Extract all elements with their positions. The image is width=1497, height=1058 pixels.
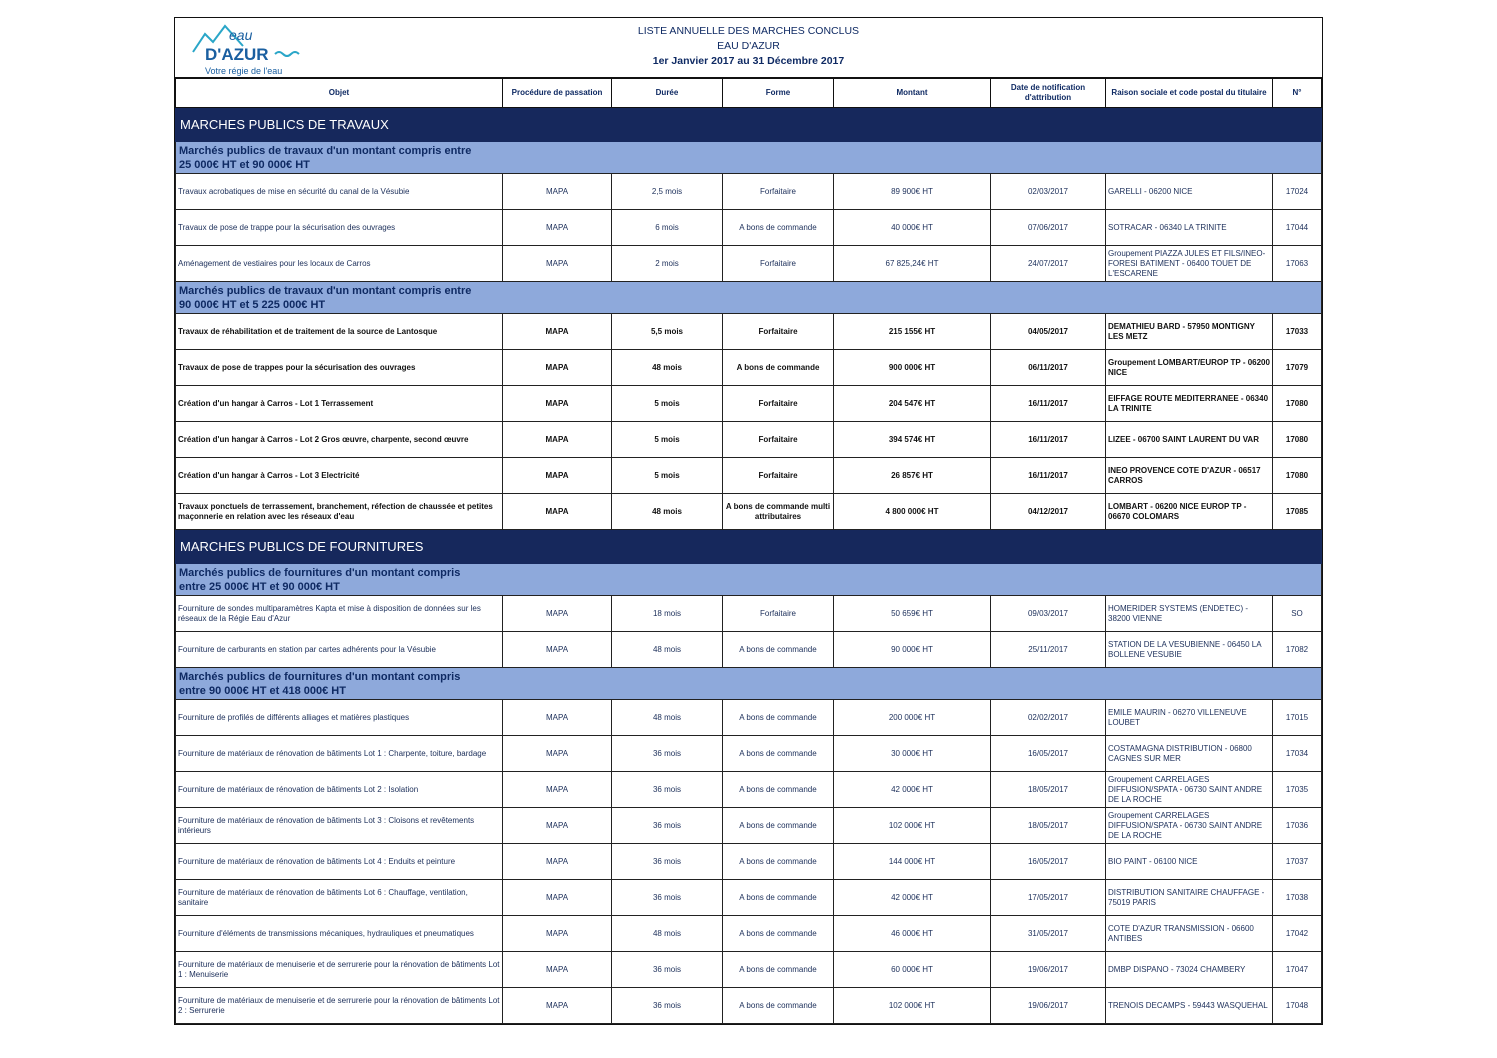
cell-montant: 67 825,24€ HT	[834, 246, 991, 282]
cell-montant: 394 574€ HT	[834, 422, 991, 458]
cell-procedure: MAPA	[503, 700, 612, 736]
table-row	[176, 988, 1322, 1024]
subsection-title-line-1: Marchés publics de fournitures d'un montant compris	[179, 566, 461, 579]
cell-duree: 2,5 mois	[612, 174, 723, 210]
cell-forme: A bons de commande	[723, 844, 834, 880]
cell-montant: 215 155€ HT	[834, 314, 991, 350]
cell-montant: 102 000€ HT	[834, 808, 991, 844]
document-sheet	[174, 17, 1323, 1025]
cell-titulaire: SOTRACAR - 06340 LA TRINITE	[1106, 210, 1273, 246]
cell-numero: 17044	[1273, 210, 1322, 246]
cell-forme: A bons de commande	[723, 632, 834, 668]
section-title: MARCHES PUBLICS DE FOURNITURES	[176, 530, 1322, 564]
cell-numero: 17047	[1273, 952, 1322, 988]
cell-duree: 5 mois	[612, 458, 723, 494]
cell-numero: 17080	[1273, 386, 1322, 422]
cell-forme: A bons de commande	[723, 772, 834, 808]
col-header-titulaire: Raison sociale et code postal du titulaire	[1106, 79, 1273, 108]
cell-numero: 17037	[1273, 844, 1322, 880]
cell-montant: 90 000€ HT	[834, 632, 991, 668]
cell-titulaire: EMILE MAURIN - 06270 VILLENEUVE LOUBET	[1106, 700, 1273, 736]
table-row	[176, 632, 1322, 668]
table-row	[176, 350, 1322, 386]
cell-objet: Fourniture de profilés de différents alliages et matières plastiques	[176, 700, 503, 736]
cell-objet: Travaux de réhabilitation et de traitement de la source de Lantosque	[176, 314, 503, 350]
col-header-duree: Durée	[612, 79, 723, 108]
cell-duree: 48 mois	[612, 632, 723, 668]
cell-forme: Forfaitaire	[723, 458, 834, 494]
subsection-title	[176, 142, 1322, 174]
cell-date: 02/03/2017	[991, 174, 1106, 210]
cell-duree: 36 mois	[612, 988, 723, 1024]
cell-numero: 17063	[1273, 246, 1322, 282]
cell-duree: 36 mois	[612, 736, 723, 772]
col-header-date: Date de notification d'attribution	[991, 79, 1106, 108]
cell-numero: 17036	[1273, 808, 1322, 844]
contracts-table	[175, 78, 1322, 1024]
cell-montant: 900 000€ HT	[834, 350, 991, 386]
cell-montant: 200 000€ HT	[834, 700, 991, 736]
cell-duree: 48 mois	[612, 494, 723, 530]
cell-montant: 4 800 000€ HT	[834, 494, 991, 530]
cell-procedure: MAPA	[503, 988, 612, 1024]
cell-titulaire: HOMERIDER SYSTEMS (ENDETEC) - 38200 VIENNE	[1106, 596, 1273, 632]
cell-montant: 26 857€ HT	[834, 458, 991, 494]
cell-forme: Forfaitaire	[723, 422, 834, 458]
table-row	[176, 772, 1322, 808]
cell-duree: 48 mois	[612, 350, 723, 386]
table-row	[176, 700, 1322, 736]
cell-numero: 17038	[1273, 880, 1322, 916]
cell-duree: 36 mois	[612, 772, 723, 808]
cell-date: 04/12/2017	[991, 494, 1106, 530]
subsection-header	[176, 282, 1322, 314]
subsection-header	[176, 564, 1322, 596]
cell-duree: 5 mois	[612, 422, 723, 458]
table-row	[176, 916, 1322, 952]
cell-duree: 6 mois	[612, 210, 723, 246]
cell-date: 24/07/2017	[991, 246, 1106, 282]
col-header-objet: Objet	[176, 79, 503, 108]
title-line-2: EAU D'AZUR	[717, 40, 780, 52]
subsection-title	[176, 282, 1322, 314]
cell-numero: 17024	[1273, 174, 1322, 210]
cell-duree: 48 mois	[612, 700, 723, 736]
table-row	[176, 808, 1322, 844]
cell-objet: Aménagement de vestiaires pour les locaux de Carros	[176, 246, 503, 282]
table-row	[176, 844, 1322, 880]
table-row	[176, 314, 1322, 350]
cell-duree: 5 mois	[612, 386, 723, 422]
section-header	[176, 108, 1322, 142]
cell-forme: A bons de commande	[723, 350, 834, 386]
cell-montant: 42 000€ HT	[834, 880, 991, 916]
table-header-row	[176, 79, 1322, 108]
table-row	[176, 596, 1322, 632]
cell-procedure: MAPA	[503, 736, 612, 772]
cell-numero: 17042	[1273, 916, 1322, 952]
cell-procedure: MAPA	[503, 210, 612, 246]
cell-procedure: MAPA	[503, 350, 612, 386]
cell-date: 09/03/2017	[991, 596, 1106, 632]
cell-date: 16/11/2017	[991, 458, 1106, 494]
col-header-montant: Montant	[834, 79, 991, 108]
cell-date: 19/06/2017	[991, 988, 1106, 1024]
cell-date: 16/05/2017	[991, 736, 1106, 772]
cell-date: 07/06/2017	[991, 210, 1106, 246]
subsection-title-line-1: Marchés publics de travaux d'un montant compris entre	[179, 144, 472, 157]
cell-titulaire: GARELLI - 06200 NICE	[1106, 174, 1273, 210]
cell-montant: 40 000€ HT	[834, 210, 991, 246]
logo-text-top: eau	[229, 27, 253, 43]
cell-numero: 17015	[1273, 700, 1322, 736]
table-row	[176, 736, 1322, 772]
cell-titulaire: DISTRIBUTION SANITAIRE CHAUFFAGE - 75019 PARIS	[1106, 880, 1273, 916]
cell-titulaire: Groupement CARRELAGES DIFFUSION/SPATA - 06730 SAINT ANDRE DE LA ROCHE	[1106, 772, 1273, 808]
cell-procedure: MAPA	[503, 386, 612, 422]
cell-numero: 17085	[1273, 494, 1322, 530]
table-body	[176, 108, 1322, 1024]
cell-objet: Fourniture d'éléments de transmissions mécaniques, hydrauliques et pneumatiques	[176, 916, 503, 952]
col-header-forme: Forme	[723, 79, 834, 108]
cell-duree: 36 mois	[612, 880, 723, 916]
section-header	[176, 530, 1322, 564]
cell-objet: Fourniture de matériaux de rénovation de bâtiments Lot 1 : Charpente, toiture, bardage	[176, 736, 503, 772]
cell-procedure: MAPA	[503, 494, 612, 530]
cell-objet: Fourniture de matériaux de rénovation de bâtiments Lot 4 : Enduits et peinture	[176, 844, 503, 880]
cell-forme: A bons de commande	[723, 700, 834, 736]
cell-forme: A bons de commande	[723, 952, 834, 988]
cell-procedure: MAPA	[503, 314, 612, 350]
cell-titulaire: DEMATHIEU BARD - 57950 MONTIGNY LES METZ	[1106, 314, 1273, 350]
cell-titulaire: COTE D'AZUR TRANSMISSION - 06600 ANTIBES	[1106, 916, 1273, 952]
cell-titulaire: INEO PROVENCE COTE D'AZUR - 06517 CARROS	[1106, 458, 1273, 494]
cell-procedure: MAPA	[503, 808, 612, 844]
cell-procedure: MAPA	[503, 880, 612, 916]
cell-titulaire: TRENOIS DECAMPS - 59443 WASQUEHAL	[1106, 988, 1273, 1024]
cell-duree: 36 mois	[612, 808, 723, 844]
cell-titulaire: EIFFAGE ROUTE MEDITERRANEE - 06340 LA TRINITE	[1106, 386, 1273, 422]
cell-date: 31/05/2017	[991, 916, 1106, 952]
subsection-header	[176, 142, 1322, 174]
cell-montant: 60 000€ HT	[834, 952, 991, 988]
section-title: MARCHES PUBLICS DE TRAVAUX	[176, 108, 1322, 142]
subsection-title-line-1: Marchés publics de travaux d'un montant compris entre	[179, 284, 472, 297]
cell-forme: A bons de commande	[723, 808, 834, 844]
cell-numero: 17080	[1273, 458, 1322, 494]
subsection-title-line-2: 90 000€ HT et 5 225 000€ HT	[179, 298, 326, 311]
cell-titulaire: Groupement LOMBART/EUROP TP - 06200 NICE	[1106, 350, 1273, 386]
cell-procedure: MAPA	[503, 174, 612, 210]
cell-date: 02/02/2017	[991, 700, 1106, 736]
cell-forme: A bons de commande	[723, 736, 834, 772]
cell-titulaire: Groupement PIAZZA JULES ET FILS/INEO-FORESI BATIMENT - 06400 TOUET DE L'ESCARENE	[1106, 246, 1273, 282]
cell-date: 18/05/2017	[991, 772, 1106, 808]
cell-numero: 17035	[1273, 772, 1322, 808]
cell-numero: 17079	[1273, 350, 1322, 386]
table-row	[176, 880, 1322, 916]
cell-montant: 144 000€ HT	[834, 844, 991, 880]
cell-forme: Forfaitaire	[723, 386, 834, 422]
cell-duree: 18 mois	[612, 596, 723, 632]
cell-objet: Fourniture de matériaux de rénovation de bâtiments Lot 6 : Chauffage, ventilation, sanitaire	[176, 880, 503, 916]
cell-forme: Forfaitaire	[723, 314, 834, 350]
table-row	[176, 494, 1322, 530]
table-row	[176, 422, 1322, 458]
cell-montant: 89 900€ HT	[834, 174, 991, 210]
cell-titulaire: LIZEE - 06700 SAINT LAURENT DU VAR	[1106, 422, 1273, 458]
cell-forme: A bons de commande	[723, 988, 834, 1024]
cell-procedure: MAPA	[503, 952, 612, 988]
cell-objet: Création d'un hangar à Carros - Lot 1 Terrassement	[176, 386, 503, 422]
cell-titulaire: Groupement CARRELAGES DIFFUSION/SPATA - 06730 SAINT ANDRE DE LA ROCHE	[1106, 808, 1273, 844]
cell-titulaire: COSTAMAGNA DISTRIBUTION - 06800 CAGNES SUR MER	[1106, 736, 1273, 772]
subsection-title-line-2: 25 000€ HT et 90 000€ HT	[179, 158, 310, 171]
cell-objet: Création d'un hangar à Carros - Lot 3 Electricité	[176, 458, 503, 494]
cell-procedure: MAPA	[503, 772, 612, 808]
col-header-numero: N°	[1273, 79, 1322, 108]
cell-date: 16/11/2017	[991, 386, 1106, 422]
cell-date: 19/06/2017	[991, 952, 1106, 988]
cell-procedure: MAPA	[503, 458, 612, 494]
subsection-header	[176, 668, 1322, 700]
col-header-procedure: Procédure de passation	[503, 79, 612, 108]
cell-duree: 36 mois	[612, 952, 723, 988]
cell-titulaire: BIO PAINT - 06100 NICE	[1106, 844, 1273, 880]
cell-objet: Fourniture de sondes multiparamètres Kapta et mise à disposition de données sur les réseaux de la Régie Eau d'Azur	[176, 596, 503, 632]
cell-date: 04/05/2017	[991, 314, 1106, 350]
cell-procedure: MAPA	[503, 422, 612, 458]
cell-forme: Forfaitaire	[723, 246, 834, 282]
document-header	[175, 18, 1322, 78]
subsection-title	[176, 668, 1322, 700]
table-row	[176, 458, 1322, 494]
cell-numero: 17082	[1273, 632, 1322, 668]
cell-montant: 42 000€ HT	[834, 772, 991, 808]
cell-duree: 2 mois	[612, 246, 723, 282]
title-line-3: 1er Janvier 2017 au 31 Décembre 2017	[652, 55, 845, 67]
cell-date: 25/11/2017	[991, 632, 1106, 668]
cell-montant: 204 547€ HT	[834, 386, 991, 422]
cell-forme: A bons de commande multi attributaires	[723, 494, 834, 530]
cell-numero: 17033	[1273, 314, 1322, 350]
cell-objet: Création d'un hangar à Carros - Lot 2 Gros œuvre, charpente, second œuvre	[176, 422, 503, 458]
subsection-title	[176, 564, 1322, 596]
cell-numero: 17048	[1273, 988, 1322, 1024]
table-row	[176, 952, 1322, 988]
cell-montant: 46 000€ HT	[834, 916, 991, 952]
cell-montant: 50 659€ HT	[834, 596, 991, 632]
table-row	[176, 246, 1322, 282]
cell-duree: 36 mois	[612, 844, 723, 880]
cell-objet: Travaux acrobatiques de mise en sécurité du canal de la Vésubie	[176, 174, 503, 210]
table-row	[176, 174, 1322, 210]
cell-duree: 48 mois	[612, 916, 723, 952]
cell-objet: Fourniture de matériaux de menuiserie et de serrurerie pour la rénovation de bâtiments Lot 1 : Menuiserie	[176, 952, 503, 988]
cell-objet: Fourniture de carburants en station par cartes adhérents pour la Vésubie	[176, 632, 503, 668]
title-line-1: LISTE ANNUELLE DES MARCHES CONCLUS	[637, 25, 860, 37]
cell-procedure: MAPA	[503, 632, 612, 668]
cell-numero: 17080	[1273, 422, 1322, 458]
cell-procedure: MAPA	[503, 596, 612, 632]
cell-forme: Forfaitaire	[723, 174, 834, 210]
cell-procedure: MAPA	[503, 844, 612, 880]
logo-tagline: Votre régie de l'eau	[205, 66, 283, 76]
cell-objet: Travaux de pose de trappe pour la sécurisation des ouvrages	[176, 210, 503, 246]
cell-forme: A bons de commande	[723, 210, 834, 246]
cell-numero: SO	[1273, 596, 1322, 632]
cell-date: 06/11/2017	[991, 350, 1106, 386]
logo-text-main: D'AZUR	[205, 45, 269, 64]
cell-objet: Fourniture de matériaux de rénovation de bâtiments Lot 2 : Isolation	[176, 772, 503, 808]
document-titles	[175, 24, 1322, 69]
cell-duree: 5,5 mois	[612, 314, 723, 350]
cell-montant: 30 000€ HT	[834, 736, 991, 772]
cell-objet: Travaux de pose de trappes pour la sécurisation des ouvrages	[176, 350, 503, 386]
cell-date: 17/05/2017	[991, 880, 1106, 916]
cell-objet: Fourniture de matériaux de menuiserie et de serrurerie pour la rénovation de bâtiments Lot 2 : Serrurerie	[176, 988, 503, 1024]
cell-objet: Fourniture de matériaux de rénovation de bâtiments Lot 3 : Cloisons et revêtements intérieurs	[176, 808, 503, 844]
cell-procedure: MAPA	[503, 246, 612, 282]
cell-procedure: MAPA	[503, 916, 612, 952]
cell-montant: 102 000€ HT	[834, 988, 991, 1024]
subsection-title-line-1: Marchés publics de fournitures d'un montant compris	[179, 670, 461, 683]
cell-titulaire: LOMBART - 06200 NICE EUROP TP - 06670 COLOMARS	[1106, 494, 1273, 530]
cell-date: 16/05/2017	[991, 844, 1106, 880]
cell-forme: A bons de commande	[723, 916, 834, 952]
table-row	[176, 210, 1322, 246]
subsection-title-line-2: entre 90 000€ HT et 418 000€ HT	[179, 684, 346, 697]
cell-date: 18/05/2017	[991, 808, 1106, 844]
cell-date: 16/11/2017	[991, 422, 1106, 458]
cell-titulaire: DMBP DISPANO - 73024 CHAMBERY	[1106, 952, 1273, 988]
cell-numero: 17034	[1273, 736, 1322, 772]
cell-titulaire: STATION DE LA VESUBIENNE - 06450 LA BOLLENE VESUBIE	[1106, 632, 1273, 668]
cell-forme: A bons de commande	[723, 880, 834, 916]
subsection-title-line-2: entre 25 000€ HT et 90 000€ HT	[179, 580, 340, 593]
cell-objet: Travaux ponctuels de terrassement, branchement, réfection de chaussée et petites maçonnerie en relation avec les réseaux d'eau	[176, 494, 503, 530]
table-row	[176, 386, 1322, 422]
cell-forme: Forfaitaire	[723, 596, 834, 632]
